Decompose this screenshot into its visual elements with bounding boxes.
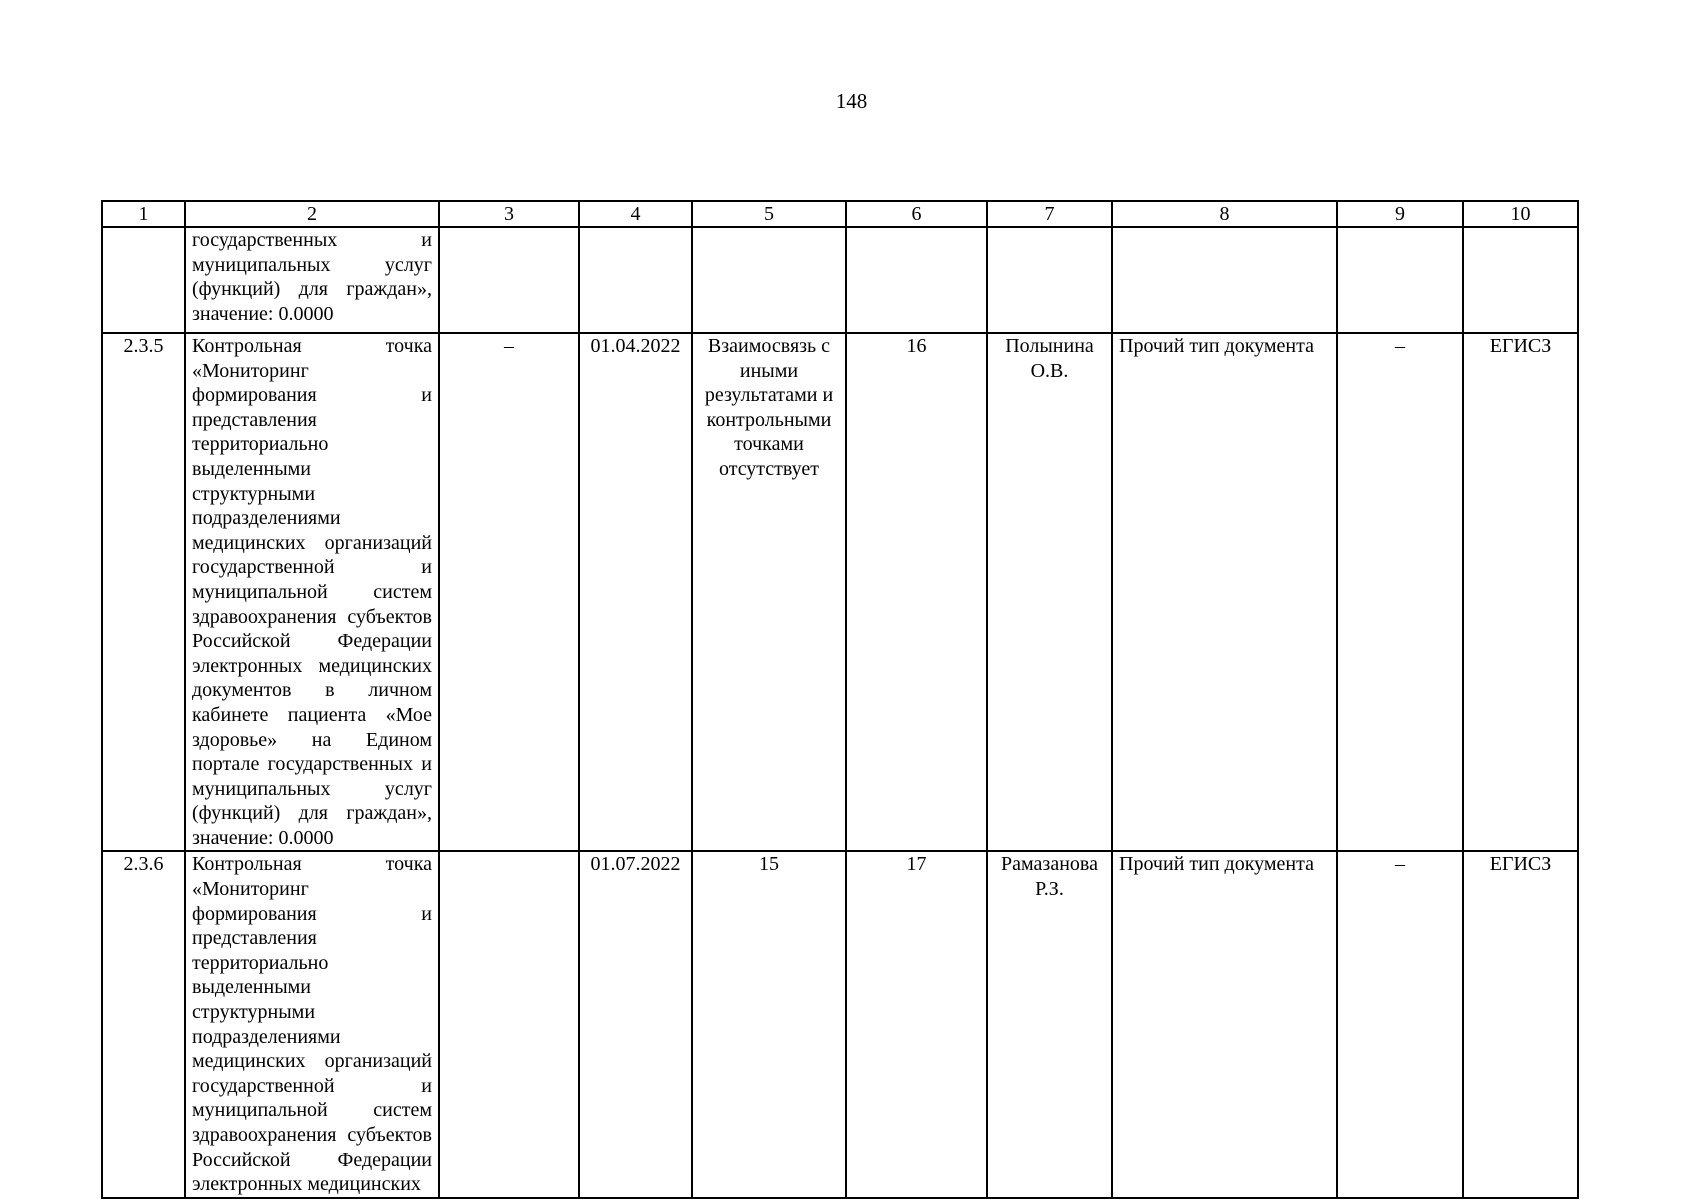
cell-description: государственных и муниципальных услуг (функций) для граждан», значение: 0.0000 — [185, 227, 439, 333]
column-header-2: 2 — [185, 201, 439, 227]
cell-doc-type: Прочий тип документа — [1112, 333, 1337, 851]
cell-system: ЕГИСЗ — [1463, 851, 1578, 1197]
cell-col3: – — [439, 333, 579, 851]
column-header-9: 9 — [1337, 201, 1463, 227]
column-header-6: 6 — [846, 201, 987, 227]
cell-col6: 16 — [846, 333, 987, 851]
cell-doc-type: Прочий тип документа — [1112, 851, 1337, 1197]
column-header-4: 4 — [579, 201, 692, 227]
cell-doc-type — [1112, 227, 1337, 333]
column-header-1: 1 — [102, 201, 185, 227]
cell-relation — [692, 227, 846, 333]
cell-col9: – — [1337, 333, 1463, 851]
cell-number: 2.3.5 — [102, 333, 185, 851]
cell-col3 — [439, 851, 579, 1197]
cell-col6 — [846, 227, 987, 333]
cell-number: 2.3.6 — [102, 851, 185, 1197]
table-row — [102, 333, 1578, 851]
cell-responsible — [987, 227, 1112, 333]
table-row — [102, 227, 1578, 333]
cell-responsible: Рамазанова Р.З. — [987, 851, 1112, 1197]
cell-date: 01.04.2022 — [579, 333, 692, 851]
page-number: 148 — [835, 89, 868, 113]
cell-col9 — [1337, 227, 1463, 333]
cell-date: 01.07.2022 — [579, 851, 692, 1197]
column-header-3: 3 — [439, 201, 579, 227]
cell-description: Контрольная точка «Мониторинг формирования и представления территориально выделенными структурными подразделениями медицинских организаций государственной и муниципальной систем здравоохранения субъектов Российской Федерации электронных медицинских документов в личном кабинете пациента «Мое здоровье» на Едином портале государственных и муниципальных услуг (функций) для граждан», значение: 0.0000 — [185, 333, 439, 851]
cell-relation: 15 — [692, 851, 846, 1197]
cell-system: ЕГИСЗ — [1463, 333, 1578, 851]
cell-col9: – — [1337, 851, 1463, 1197]
column-header-7: 7 — [987, 201, 1112, 227]
column-header-8: 8 — [1112, 201, 1337, 227]
column-header-10: 10 — [1463, 201, 1578, 227]
document-table — [101, 200, 1579, 1199]
cell-relation: Взаимосвязь с иными результатами и контрольными точками отсутствует — [692, 333, 846, 851]
cell-description: Контрольная точка «Мониторинг формирования и представления территориально выделенными структурными подразделениями медицинских организаций государственной и муниципальной систем здравоохранения субъектов Российской Федерации электронных медицинских — [185, 851, 439, 1197]
cell-responsible: Полынина О.В. — [987, 333, 1112, 851]
cell-system — [1463, 227, 1578, 333]
cell-number — [102, 227, 185, 333]
cell-col3 — [439, 227, 579, 333]
column-header-5: 5 — [692, 201, 846, 227]
cell-col6: 17 — [846, 851, 987, 1197]
table-row — [102, 851, 1578, 1197]
header-row — [102, 201, 1578, 227]
cell-date — [579, 227, 692, 333]
